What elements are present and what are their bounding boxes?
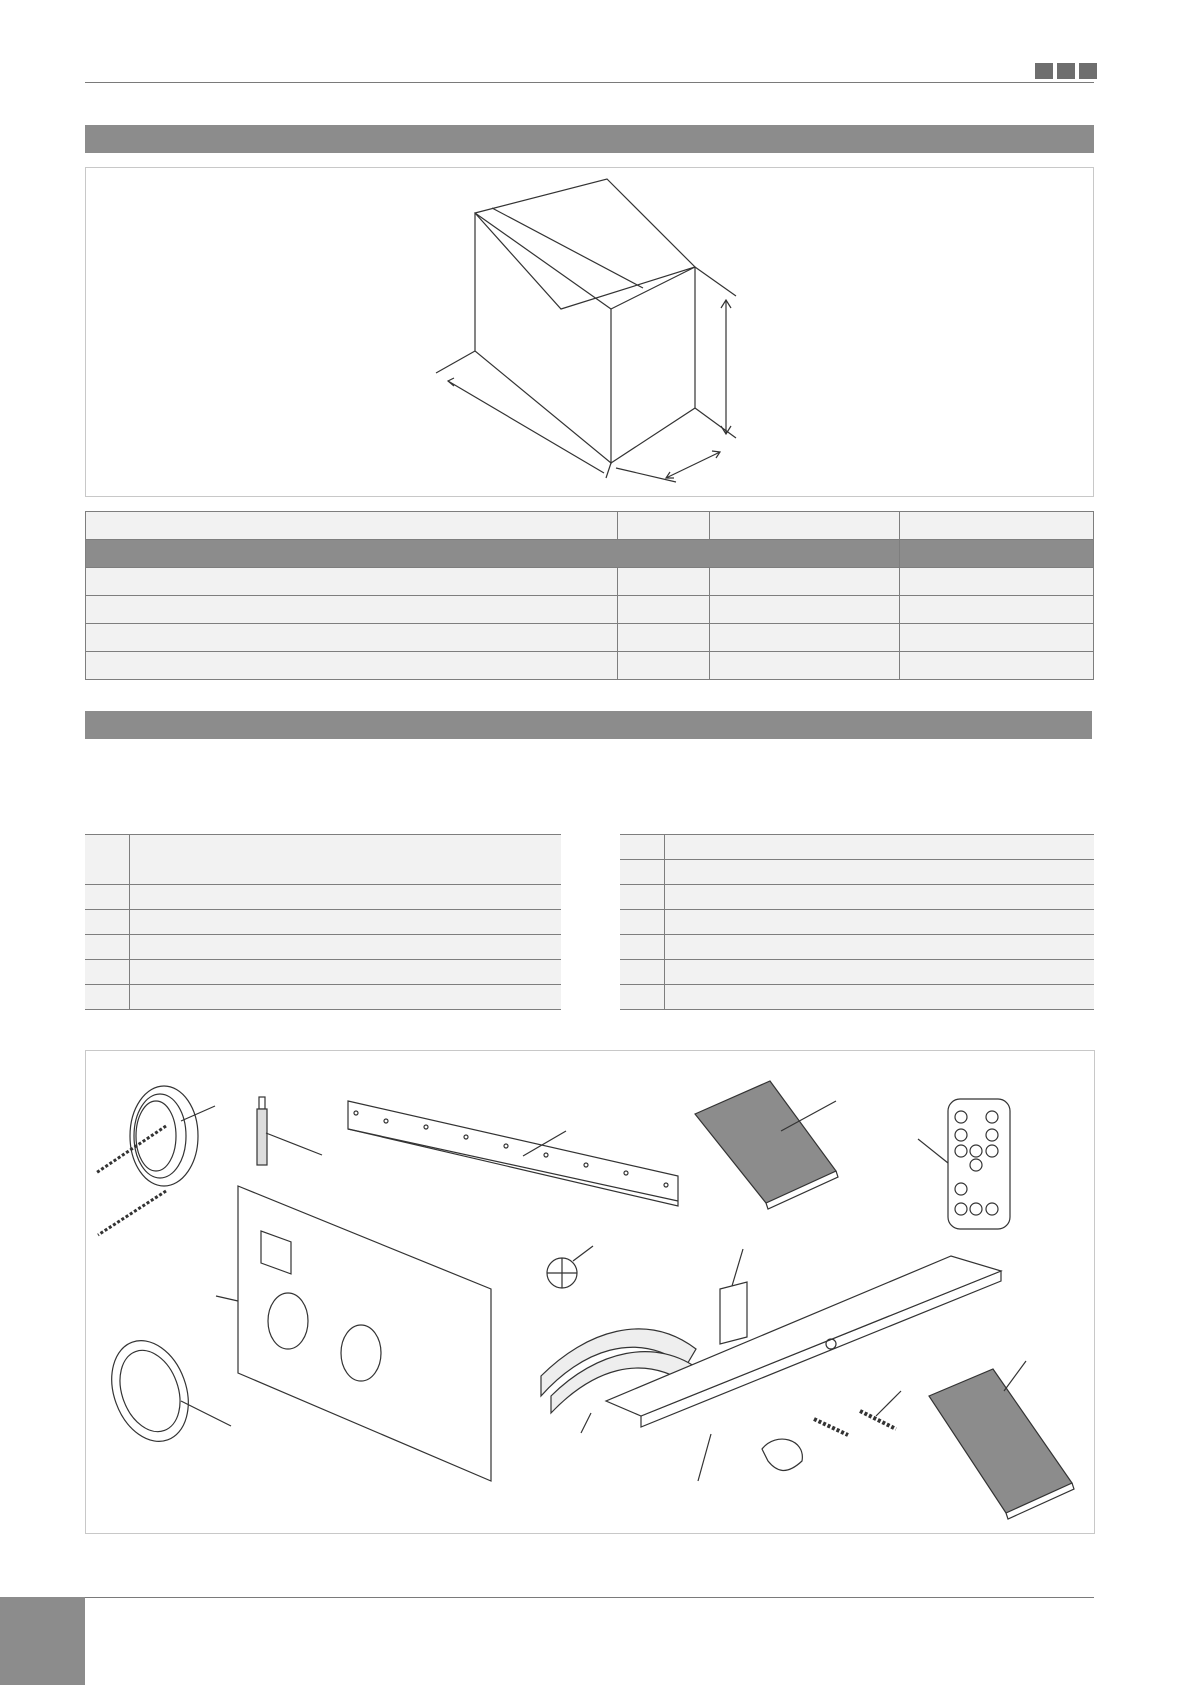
spigot-ring-illustration	[98, 1330, 231, 1452]
item-label	[130, 960, 562, 985]
item-number	[620, 935, 665, 960]
table-cell	[618, 624, 710, 652]
table-cell	[86, 568, 618, 596]
item-label	[665, 985, 1095, 1010]
table-cell	[900, 624, 1094, 652]
table-row	[86, 512, 1094, 540]
table-cell	[618, 568, 710, 596]
table-cell	[618, 596, 710, 624]
list-item	[620, 885, 1094, 910]
item-label	[130, 910, 562, 935]
list-item	[85, 960, 561, 985]
item-label	[665, 910, 1095, 935]
item-label	[130, 935, 562, 960]
item-label	[665, 885, 1095, 910]
table-cell	[86, 624, 618, 652]
flange-ring-illustration	[96, 1086, 215, 1235]
list-item	[620, 935, 1094, 960]
table-cell	[710, 624, 900, 652]
package-diagram-frame	[85, 167, 1094, 497]
table-row	[86, 540, 1094, 568]
item-label	[130, 835, 562, 885]
item-number	[620, 835, 665, 860]
item-number	[85, 835, 130, 885]
table-row	[86, 596, 1094, 624]
table-cell	[900, 652, 1094, 680]
logo-square	[1079, 63, 1097, 79]
package-box-illustration	[86, 168, 1095, 498]
list-item	[620, 860, 1094, 885]
table-cell	[618, 652, 710, 680]
list-item	[620, 835, 1094, 860]
list-item	[620, 960, 1094, 985]
item-number	[620, 860, 665, 885]
table-cell	[710, 512, 900, 540]
item-label	[130, 885, 562, 910]
item-label	[665, 835, 1095, 860]
table-cell	[86, 596, 618, 624]
item-number	[620, 885, 665, 910]
parts-list-right	[620, 834, 1094, 1010]
list-item	[85, 885, 561, 910]
section-header-packaging	[85, 125, 1094, 153]
screws-illustration	[814, 1391, 901, 1435]
list-item	[85, 910, 561, 935]
remote-control-illustration	[918, 1099, 1010, 1229]
section-header-contents	[85, 711, 1092, 739]
list-item	[620, 985, 1094, 1010]
list-item	[620, 910, 1094, 935]
table-cell	[710, 596, 900, 624]
item-label	[665, 860, 1095, 885]
header-rule	[85, 82, 1094, 83]
table-cell	[900, 512, 1094, 540]
parts-illustration-frame	[85, 1050, 1095, 1534]
table-row	[86, 624, 1094, 652]
list-item	[85, 985, 561, 1010]
page-number-block	[0, 1597, 85, 1685]
wall-plate-illustration	[216, 1186, 491, 1481]
table-cell	[710, 652, 900, 680]
table-cell	[86, 540, 900, 568]
item-number	[85, 935, 130, 960]
anchor-bolt-illustration	[257, 1097, 322, 1165]
footer-rule	[85, 1597, 1094, 1598]
logo-square	[1035, 63, 1053, 79]
logo-square	[1057, 63, 1075, 79]
cable-tie-illustration	[762, 1439, 802, 1470]
item-number	[620, 910, 665, 935]
dimensions-table	[85, 511, 1094, 680]
installation-booklet-illustration	[929, 1361, 1074, 1519]
blanking-plug-illustration	[547, 1246, 593, 1288]
table-cell	[86, 652, 618, 680]
item-label	[665, 960, 1095, 985]
brand-logo	[1035, 63, 1097, 79]
item-number	[85, 985, 130, 1010]
mounting-rail-illustration	[348, 1101, 678, 1206]
table-cell	[900, 568, 1094, 596]
item-label	[130, 985, 562, 1010]
table-row	[86, 652, 1094, 680]
item-number	[620, 985, 665, 1010]
manual-booklet-illustration	[695, 1081, 838, 1209]
item-number	[85, 960, 130, 985]
list-item	[85, 935, 561, 960]
item-number	[85, 910, 130, 935]
label-card-illustration	[720, 1249, 747, 1344]
item-label	[665, 935, 1095, 960]
item-number	[85, 885, 130, 910]
list-item	[85, 835, 561, 885]
table-row	[86, 568, 1094, 596]
table-cell	[618, 512, 710, 540]
table-cell	[710, 568, 900, 596]
table-cell	[900, 540, 1094, 568]
parts-illustration	[86, 1051, 1096, 1535]
item-number	[620, 960, 665, 985]
parts-list-left	[85, 834, 561, 1010]
table-cell	[900, 596, 1094, 624]
table-cell	[86, 512, 618, 540]
